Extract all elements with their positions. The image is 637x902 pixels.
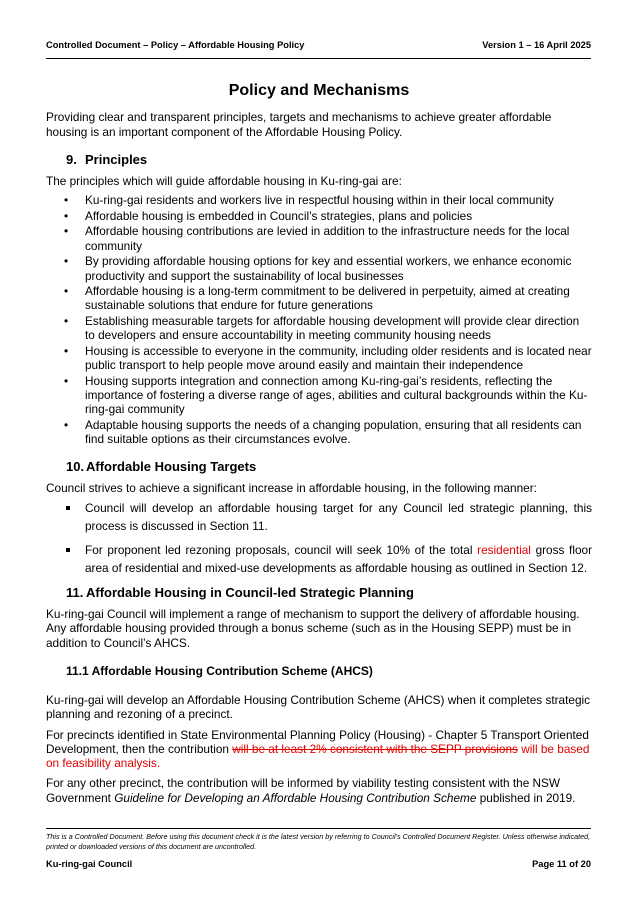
document-title: Controlled Document – Policy – Affordable Housing Policy	[46, 40, 305, 50]
section-11-paragraph: Ku-ring-gai Council will implement a range of mechanism to support the delivery of affordable housing. Any affordable housing provided through a bonus scheme (such as in the Housing SEPP) must be in addition to Council’s AHCS.	[46, 607, 580, 650]
ahcs-paragraph-2	[46, 728, 592, 771]
inserted-text: will be based on feasibility analysis.	[46, 741, 590, 771]
list-item: • Housing supports integration and connection among Ku-ring-gai’s residents, reflecting the importance of fostering a diverse range of ages, abilities and cultural backgrounds within the Ku-ring-gai community	[85, 374, 592, 417]
header-divider	[46, 58, 591, 59]
paragraph-text: published in 2019.	[476, 790, 576, 805]
section-10-lead: Council strives to achieve a significant increase in affordable housing, in the following manner:	[46, 480, 537, 495]
ahcs-paragraph-1: Ku-ring-gai will develop an Affordable Housing Contribution Scheme (AHCS) when it completes strategic planning and rezoning of a precinct.	[46, 692, 591, 722]
section-10-heading	[46, 459, 592, 475]
item-text: gross floor area of residential and mixed-use developments as affordable housing as outlined in Section 12.	[85, 542, 593, 575]
list-item: • Ku-ring-gai residents and workers live in respectful housing within in their local community	[85, 193, 592, 207]
paragraph-text: For precincts identified in State Environmental Planning Policy (Housing) - Chapter 5 Transport Oriented Development, then the contribution	[46, 727, 589, 756]
page-body	[46, 80, 592, 805]
list-item: • By providing affordable housing options for key and essential workers, we enhance economic productivity and support the sustainability of local businesses	[85, 254, 592, 283]
section-9-lead: The principles which will guide affordable housing in Ku-ring-gai are:	[46, 173, 402, 188]
paragraph-text: For any other precinct, the contribution will be informed by viability testing consistent with the NSW Government	[46, 776, 561, 805]
intro-paragraph: Providing clear and transparent principles, targets and mechanisms to achieve greater affordable housing is an important component of the Affordable Housing Policy.	[46, 110, 552, 139]
list-item: • Affordable housing is a long-term commitment to be delivered in perpetuity, aimed at creating sustainable solutions that endure for future generations	[85, 284, 592, 313]
section-11-heading	[46, 585, 592, 601]
item-text: For proponent led rezoning proposals, council will seek 10% of the total	[85, 542, 478, 557]
list-item: • Housing is accessible to everyone in the community, including older residents and is located near public transport to help people move around easily and maintain their independence	[85, 344, 592, 373]
list-item: Council will develop an affordable housing target for any Council led strategic planning, this process is discussed in Section 11.	[85, 499, 592, 536]
page-header	[46, 40, 591, 58]
section-title: Principles	[85, 151, 148, 167]
principles-list	[46, 193, 592, 446]
section-title: Affordable Housing in Council-led Strategic Planning	[86, 585, 414, 601]
list-item	[85, 541, 592, 578]
page-title: Policy and Mechanisms	[228, 82, 410, 99]
list-item: • Affordable housing contributions are levied in addition to the infrastructure needs for the local community	[85, 224, 592, 253]
section-number: 11.	[66, 585, 84, 601]
section-number: 10.	[66, 458, 85, 474]
controlled-document-disclaimer: This is a Controlled Document. Before using this document check it is the latest version by referring to Council’s Controlled Document Register. Unless otherwise indicated, printed or downloaded versions of this document are uncontrolled.	[46, 832, 591, 851]
page-number: Page 11 of 20	[532, 859, 591, 869]
organisation-name: Ku-ring-gai Council	[46, 859, 133, 869]
inserted-text: residential	[477, 542, 531, 557]
targets-list	[46, 499, 592, 577]
list-item: • Adaptable housing supports the needs of a changing population, ensuring that all residents can find suitable options as their circumstances evolve.	[85, 418, 592, 447]
deleted-text: will be at least 2% consistent with the SEPP provisions	[232, 741, 518, 756]
ahcs-paragraph-3	[46, 776, 592, 805]
list-item: • Establishing measurable targets for affordable housing development will provide clear direction to developers and ensure accountability in meeting community housing needs	[85, 314, 592, 343]
guideline-title: Guideline for Developing an Affordable Housing Contribution Scheme	[114, 790, 477, 805]
document-version: Version 1 – 16 April 2025	[482, 40, 591, 50]
list-item: • Affordable housing is embedded in Council’s strategies, plans and policies	[85, 209, 592, 223]
section-number: 9.	[66, 151, 77, 167]
section-9-heading	[46, 152, 592, 168]
footer-divider	[46, 828, 591, 829]
section-title: Affordable Housing Targets	[86, 458, 257, 474]
subsection-11-1-heading: 11.1 Affordable Housing Contribution Scheme (AHCS)	[66, 663, 373, 678]
